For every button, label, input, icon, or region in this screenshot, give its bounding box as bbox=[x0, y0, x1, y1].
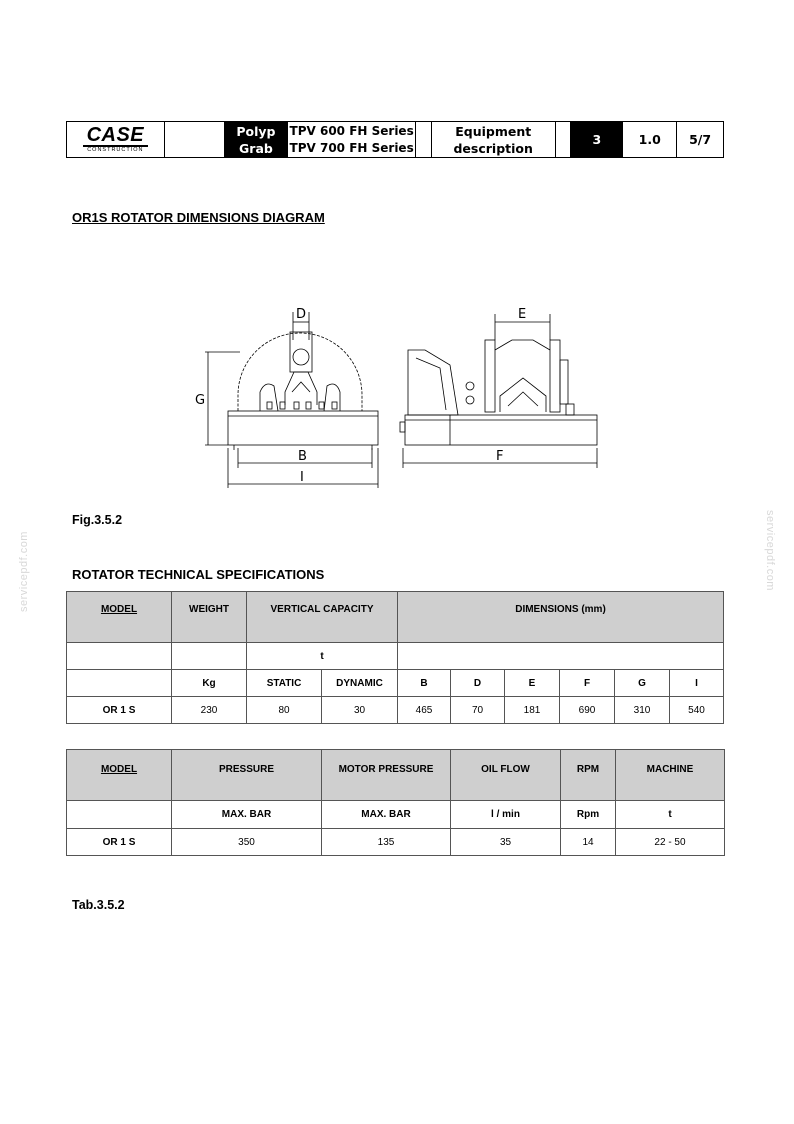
t2-empty-cell bbox=[67, 801, 172, 829]
t1-dim-value: 310 bbox=[615, 697, 670, 724]
t1-dim-col: E bbox=[505, 670, 560, 697]
t1-model-value: OR 1 S bbox=[67, 697, 172, 724]
table2-unit-row bbox=[67, 801, 725, 829]
document-header bbox=[66, 121, 724, 158]
product-line-1: Polyp bbox=[236, 123, 276, 139]
label-d: D bbox=[296, 307, 307, 322]
table-row bbox=[67, 697, 724, 724]
t2-oil-header: OIL FLOW bbox=[451, 750, 561, 801]
watermark-left: servicepdf.com bbox=[18, 531, 30, 612]
table-caption: Tab.3.5.2 bbox=[72, 898, 125, 912]
t2-machine-value: 22 - 50 bbox=[616, 829, 725, 856]
t2-pressure-header: PRESSURE bbox=[172, 750, 322, 801]
table1-unit-row bbox=[67, 643, 724, 670]
table1-header-row bbox=[67, 592, 724, 643]
t1-dim-value: 465 bbox=[398, 697, 451, 724]
t1-empty-cell bbox=[67, 670, 172, 697]
series-line-1: TPV 600 FH Series bbox=[289, 123, 414, 138]
specs-title: ROTATOR TECHNICAL SPECIFICATIONS bbox=[72, 567, 325, 582]
label-b: B bbox=[298, 449, 307, 464]
t2-oil-unit: l / min bbox=[451, 801, 561, 829]
t2-rpm-value: 14 bbox=[561, 829, 616, 856]
logo-text: CASE bbox=[86, 124, 145, 146]
product-cell bbox=[225, 122, 289, 157]
desc-line-1: Equipment bbox=[455, 123, 532, 139]
t1-empty-cell bbox=[67, 643, 172, 670]
figure-caption: Fig.3.5.2 bbox=[72, 513, 123, 527]
logo-subtext: CONSTRUCTION bbox=[83, 145, 147, 153]
t1-weight-unit: Kg bbox=[172, 670, 247, 697]
diagram-title: OR1S ROTATOR DIMENSIONS DIAGRAM bbox=[72, 210, 325, 225]
series-line-2: TPV 700 FH Series bbox=[289, 140, 414, 155]
t2-model-value: OR 1 S bbox=[67, 829, 172, 856]
t2-model-header: MODEL bbox=[67, 750, 172, 801]
t1-dim-col: D bbox=[451, 670, 505, 697]
t1-model-header: MODEL bbox=[67, 592, 172, 643]
t2-motor-value: 135 bbox=[322, 829, 451, 856]
table-row bbox=[67, 829, 725, 856]
section-number: 3 bbox=[571, 122, 623, 157]
t2-pressure-unit: MAX. BAR bbox=[172, 801, 322, 829]
t2-pressure-value: 350 bbox=[172, 829, 322, 856]
t2-rpm-header: RPM bbox=[561, 750, 616, 801]
product-line-2: Grab bbox=[239, 140, 273, 156]
t1-dynamic-label: DYNAMIC bbox=[322, 670, 398, 697]
case-logo bbox=[67, 122, 165, 157]
watermark-right: servicepdf.com bbox=[764, 510, 776, 591]
label-e: E bbox=[518, 307, 527, 322]
t1-dim-col: G bbox=[615, 670, 670, 697]
header-gap-cell-2 bbox=[556, 122, 572, 157]
header-blank-cell bbox=[165, 122, 225, 157]
label-g: G bbox=[195, 393, 206, 408]
t1-dynamic-value: 30 bbox=[322, 697, 398, 724]
t2-rpm-unit: Rpm bbox=[561, 801, 616, 829]
t2-oil-value: 35 bbox=[451, 829, 561, 856]
t2-motor-unit: MAX. BAR bbox=[322, 801, 451, 829]
t1-weight-value: 230 bbox=[172, 697, 247, 724]
table1-subheader-row bbox=[67, 670, 724, 697]
page-number: 5/7 bbox=[689, 132, 712, 147]
label-f: F bbox=[496, 449, 504, 464]
t1-dim-value: 70 bbox=[451, 697, 505, 724]
t1-dim-value: 540 bbox=[670, 697, 724, 724]
t1-capacity-header: VERTICAL CAPACITY bbox=[247, 592, 398, 643]
t2-machine-unit: t bbox=[616, 801, 725, 829]
t1-static-label: STATIC bbox=[247, 670, 322, 697]
hydraulic-spec-table bbox=[66, 749, 725, 856]
revision-number: 1.0 bbox=[623, 122, 677, 157]
description-cell bbox=[432, 122, 556, 157]
t1-dim-col: F bbox=[560, 670, 615, 697]
desc-line-2: description bbox=[453, 140, 533, 156]
t1-capacity-unit: t bbox=[247, 643, 398, 670]
t1-empty-cell bbox=[172, 643, 247, 670]
t1-dim-value: 181 bbox=[505, 697, 560, 724]
t1-dim-value: 690 bbox=[560, 697, 615, 724]
header-gap-cell bbox=[416, 122, 432, 157]
rotator-diagram bbox=[190, 300, 620, 495]
t1-dim-col: B bbox=[398, 670, 451, 697]
t2-machine-header: MACHINE bbox=[616, 750, 725, 801]
t1-weight-header: WEIGHT bbox=[172, 592, 247, 643]
t2-motor-header: MOTOR PRESSURE bbox=[322, 750, 451, 801]
t1-dimensions-header: DIMENSIONS (mm) bbox=[398, 592, 724, 643]
label-i: I bbox=[300, 470, 304, 485]
t1-empty-cell bbox=[398, 643, 724, 670]
table2-header-row bbox=[67, 750, 725, 801]
series-cell bbox=[288, 122, 416, 157]
t1-dim-col: I bbox=[670, 670, 724, 697]
rotator-spec-table bbox=[66, 591, 724, 724]
t1-static-value: 80 bbox=[247, 697, 322, 724]
